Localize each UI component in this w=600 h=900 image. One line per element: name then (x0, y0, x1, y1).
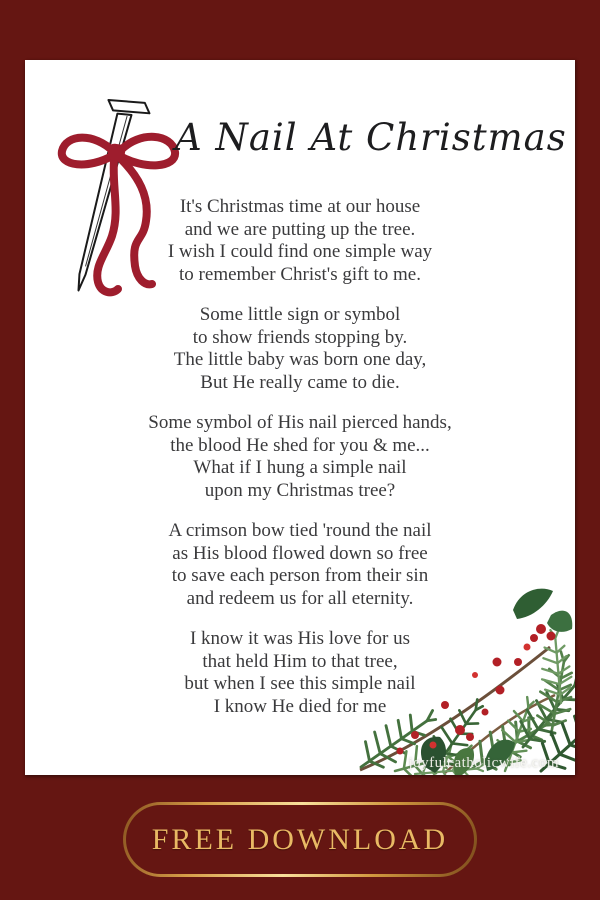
poem-stanza (25, 412, 575, 502)
poem-stanza (25, 196, 575, 286)
poem-line: I wish I could find one simple way (167, 241, 433, 262)
poem-line: and redeem us for all eternity. (186, 587, 414, 609)
poem-line: as His blood flowed down so free (172, 542, 428, 564)
greenery-illustration (355, 585, 575, 775)
poem-line: to remember Christ's gift to me. (179, 263, 421, 285)
poem-line: A crimson bow tied 'round the nail (168, 520, 432, 541)
poem-line: upon my Christmas tree? (204, 479, 396, 501)
poem-line: Some symbol of His nail pierced hands, (148, 412, 452, 433)
poem-line: I know He died for me (213, 695, 387, 717)
free-download-label: FREE DOWNLOAD (151, 822, 449, 856)
pine-holly-berries-icon (355, 585, 575, 775)
poem-line: Some little sign or symbol (199, 304, 401, 325)
poem-line: the blood He shed for you & me... (170, 434, 430, 456)
poem-stanza (25, 304, 575, 394)
watermark: joyfulcatholicwife.com (408, 755, 559, 771)
poem-line: I know it was His love for us (189, 628, 411, 649)
poem-line: The little baby was born one day, (173, 349, 427, 370)
free-download-button[interactable] (123, 802, 477, 877)
poem-card (25, 60, 575, 775)
page-title: A Nail At Christmas (175, 116, 567, 159)
poem-line: but when I see this simple nail (184, 673, 416, 694)
poem-line: But He really came to die. (200, 371, 400, 393)
poem-line: to save each person from their sin (171, 565, 429, 586)
poem-line: that held Him to that tree, (202, 650, 398, 672)
free-download-button-inner (126, 805, 474, 874)
poem-line: It's Christmas time at our house (179, 196, 421, 217)
poem-line: to show friends stopping by. (192, 326, 408, 348)
poem-line: What if I hung a simple nail (193, 457, 407, 478)
poem-line: and we are putting up the tree. (184, 218, 416, 240)
